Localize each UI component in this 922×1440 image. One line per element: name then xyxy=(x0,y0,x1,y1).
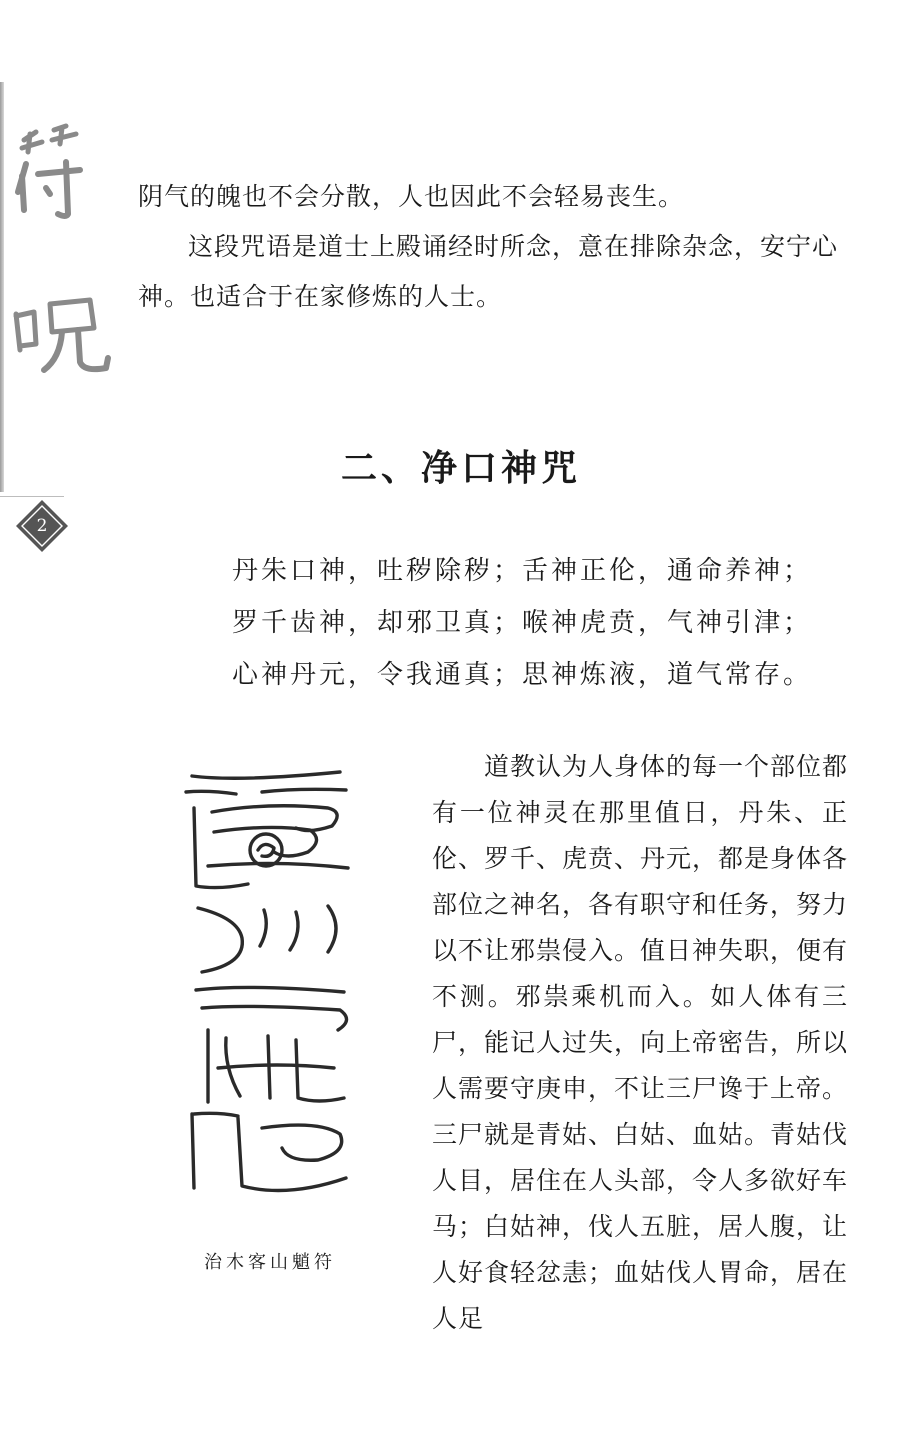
paragraph-continuation: 阴气的魄也不会分散，人也因此不会轻易丧生。 xyxy=(138,182,685,211)
margin-rule xyxy=(0,82,4,492)
talisman-seal-icon xyxy=(178,768,358,1216)
figure-caption: 治木客山魈符 xyxy=(204,1252,336,1273)
incantation-verse xyxy=(232,545,832,701)
section-heading: 二、净口神咒 xyxy=(340,448,581,489)
incantation-line: 罗千齿神，却邪卫真；喉神虎贲，气神引津； xyxy=(232,608,813,638)
body-paragraph: 道教认为人身体的每一个部位都有一位神灵在那里值日，丹朱、正伦、罗千、虎贲、丹元，都是身体各部位之神名，各有职守和任务，努力以不让邪祟侵入。值日神失职，便有不测。邪祟乘机而入。如人体有三尸，能记人过失，向上帝密告，所以人需要守庚申，不让三尸谗于上帝。三尸就是青姑、白姑、血姑。青姑伐人目，居住在人头部，令人多欲好车马；白姑神，伐人五脏，居人腹，让人好食轻忿恚；血姑伐人胃命，居在人足 xyxy=(432,752,849,1333)
incantation-line: 心神丹元，令我通真；思神炼液，道气常存。 xyxy=(232,660,813,690)
page-number-badge xyxy=(14,498,70,554)
margin-rule-foot xyxy=(0,496,64,497)
side-title-calligraphy xyxy=(10,118,120,388)
paragraph-note: 这段咒语是道士上殿诵经时所念，意在排除杂念，安宁心神。也适合于在家修炼的人士。 xyxy=(138,232,839,311)
page-number: 2 xyxy=(36,516,48,536)
incantation-line: 丹朱口神，吐秽除秽；舌神正伦，通命养神； xyxy=(232,556,813,586)
